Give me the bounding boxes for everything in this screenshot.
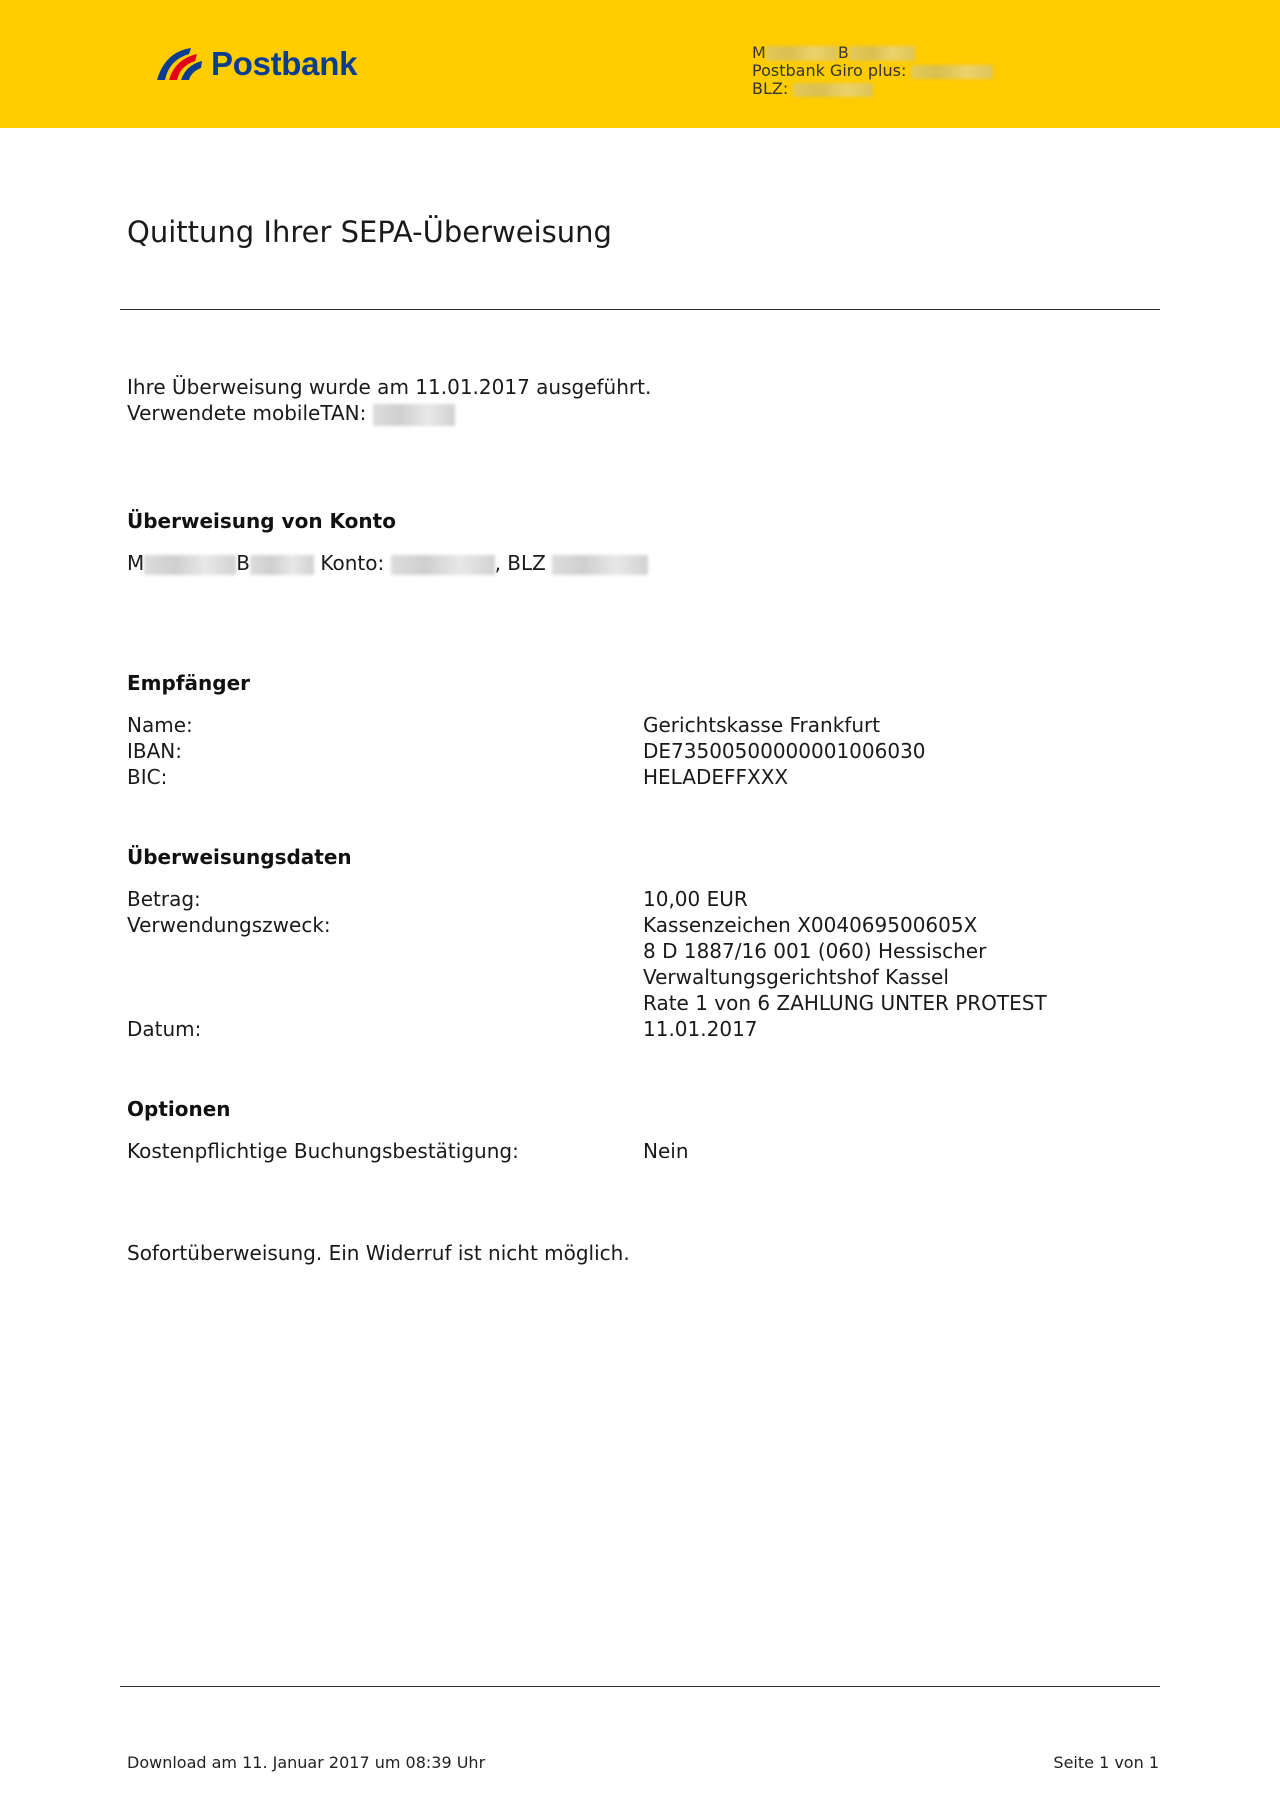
execution-text: Ihre Überweisung wurde am 11.01.2017 ausgeführt. <box>127 375 652 399</box>
blz-line <box>752 80 993 98</box>
recipient-iban-label: IBAN: <box>127 739 182 763</box>
instant-transfer-note: Sofortüberweisung. Ein Widerruf ist nicht möglich. <box>127 1241 630 1265</box>
konto-label: Konto: <box>320 551 385 575</box>
from-account-heading: Überweisung von Konto <box>127 509 396 533</box>
transfer-section <box>127 844 1167 1042</box>
recipient-rows <box>127 712 1167 790</box>
redacted-from-blz <box>552 555 648 575</box>
account-name-prefix: M <box>752 43 766 62</box>
amount-row <box>127 886 1167 912</box>
download-timestamp: Download am 11. Januar 2017 um 08:39 Uhr <box>127 1753 486 1772</box>
date-row <box>127 1016 1167 1042</box>
mobiletan-line <box>127 400 651 426</box>
amount-label: Betrag: <box>127 887 201 911</box>
purpose-line: Kassenzeichen X004069500605X <box>643 913 978 937</box>
booking-confirmation-label: Kostenpflichtige Buchungsbestätigung: <box>127 1139 519 1163</box>
blz-label: BLZ: <box>752 79 789 98</box>
booking-confirmation-value: Nein <box>643 1139 689 1163</box>
redacted-from-name <box>144 555 236 575</box>
redacted-konto <box>391 555 495 575</box>
recipient-bic-label: BIC: <box>127 765 168 789</box>
transfer-heading: Überweisungsdaten <box>127 845 352 869</box>
date-label: Datum: <box>127 1017 202 1041</box>
redacted-name-2 <box>849 46 915 61</box>
purpose-line: Rate 1 von 6 ZAHLUNG UNTER PROTEST <box>643 991 1047 1015</box>
account-box <box>752 44 993 98</box>
intro-section <box>127 374 651 426</box>
options-row <box>127 1138 1167 1164</box>
bottom-divider <box>120 1686 1160 1687</box>
recipient-row-name <box>127 712 1167 738</box>
purpose-line: Verwaltungsgerichtshof Kassel <box>643 965 949 989</box>
from-account-line <box>127 550 648 576</box>
recipient-iban-value: DE73500500000001006030 <box>643 739 926 763</box>
postbank-logo-icon <box>155 46 203 82</box>
purpose-line: 8 D 1887/16 001 (060) Hessischer <box>643 939 987 963</box>
account-name-line <box>752 44 993 62</box>
recipient-section <box>127 670 1167 790</box>
purpose-label: Verwendungszweck: <box>127 913 331 937</box>
date-value: 11.01.2017 <box>643 1017 758 1041</box>
purpose-value <box>643 912 1167 1016</box>
logo-text: Postbank <box>211 45 358 82</box>
redacted-account-number <box>911 65 993 79</box>
redacted-blz <box>793 83 873 97</box>
page-number: Seite 1 von 1 <box>1053 1753 1159 1772</box>
from-account-section <box>127 508 648 576</box>
page-title: Quittung Ihrer SEPA-Überweisung <box>127 215 612 249</box>
recipient-bic-value: HELADEFFXXX <box>643 765 789 789</box>
blz-inline-label: , BLZ <box>494 551 546 575</box>
from-name-prefix: M <box>127 551 145 575</box>
amount-value: 10,00 EUR <box>643 887 748 911</box>
recipient-name-label: Name: <box>127 713 193 737</box>
redacted-mobiletan <box>373 404 455 426</box>
recipient-row-bic <box>127 764 1167 790</box>
top-divider <box>120 309 1160 310</box>
account-name-mid: B <box>837 43 849 62</box>
from-name-mid: B <box>236 551 250 575</box>
recipient-name-value: Gerichtskasse Frankfurt <box>643 713 881 737</box>
account-type-line <box>752 62 993 80</box>
options-heading: Optionen <box>127 1097 231 1121</box>
account-type: Postbank Giro plus: <box>752 61 907 80</box>
redacted-name <box>766 46 838 61</box>
purpose-row <box>127 912 1167 1016</box>
mobiletan-label: Verwendete mobileTAN: <box>127 401 367 425</box>
transfer-rows <box>127 886 1167 1042</box>
recipient-row-iban <box>127 738 1167 764</box>
postbank-logo <box>155 44 357 84</box>
recipient-heading: Empfänger <box>127 671 250 695</box>
options-section <box>127 1096 1167 1164</box>
redacted-from-name-2 <box>250 555 314 575</box>
